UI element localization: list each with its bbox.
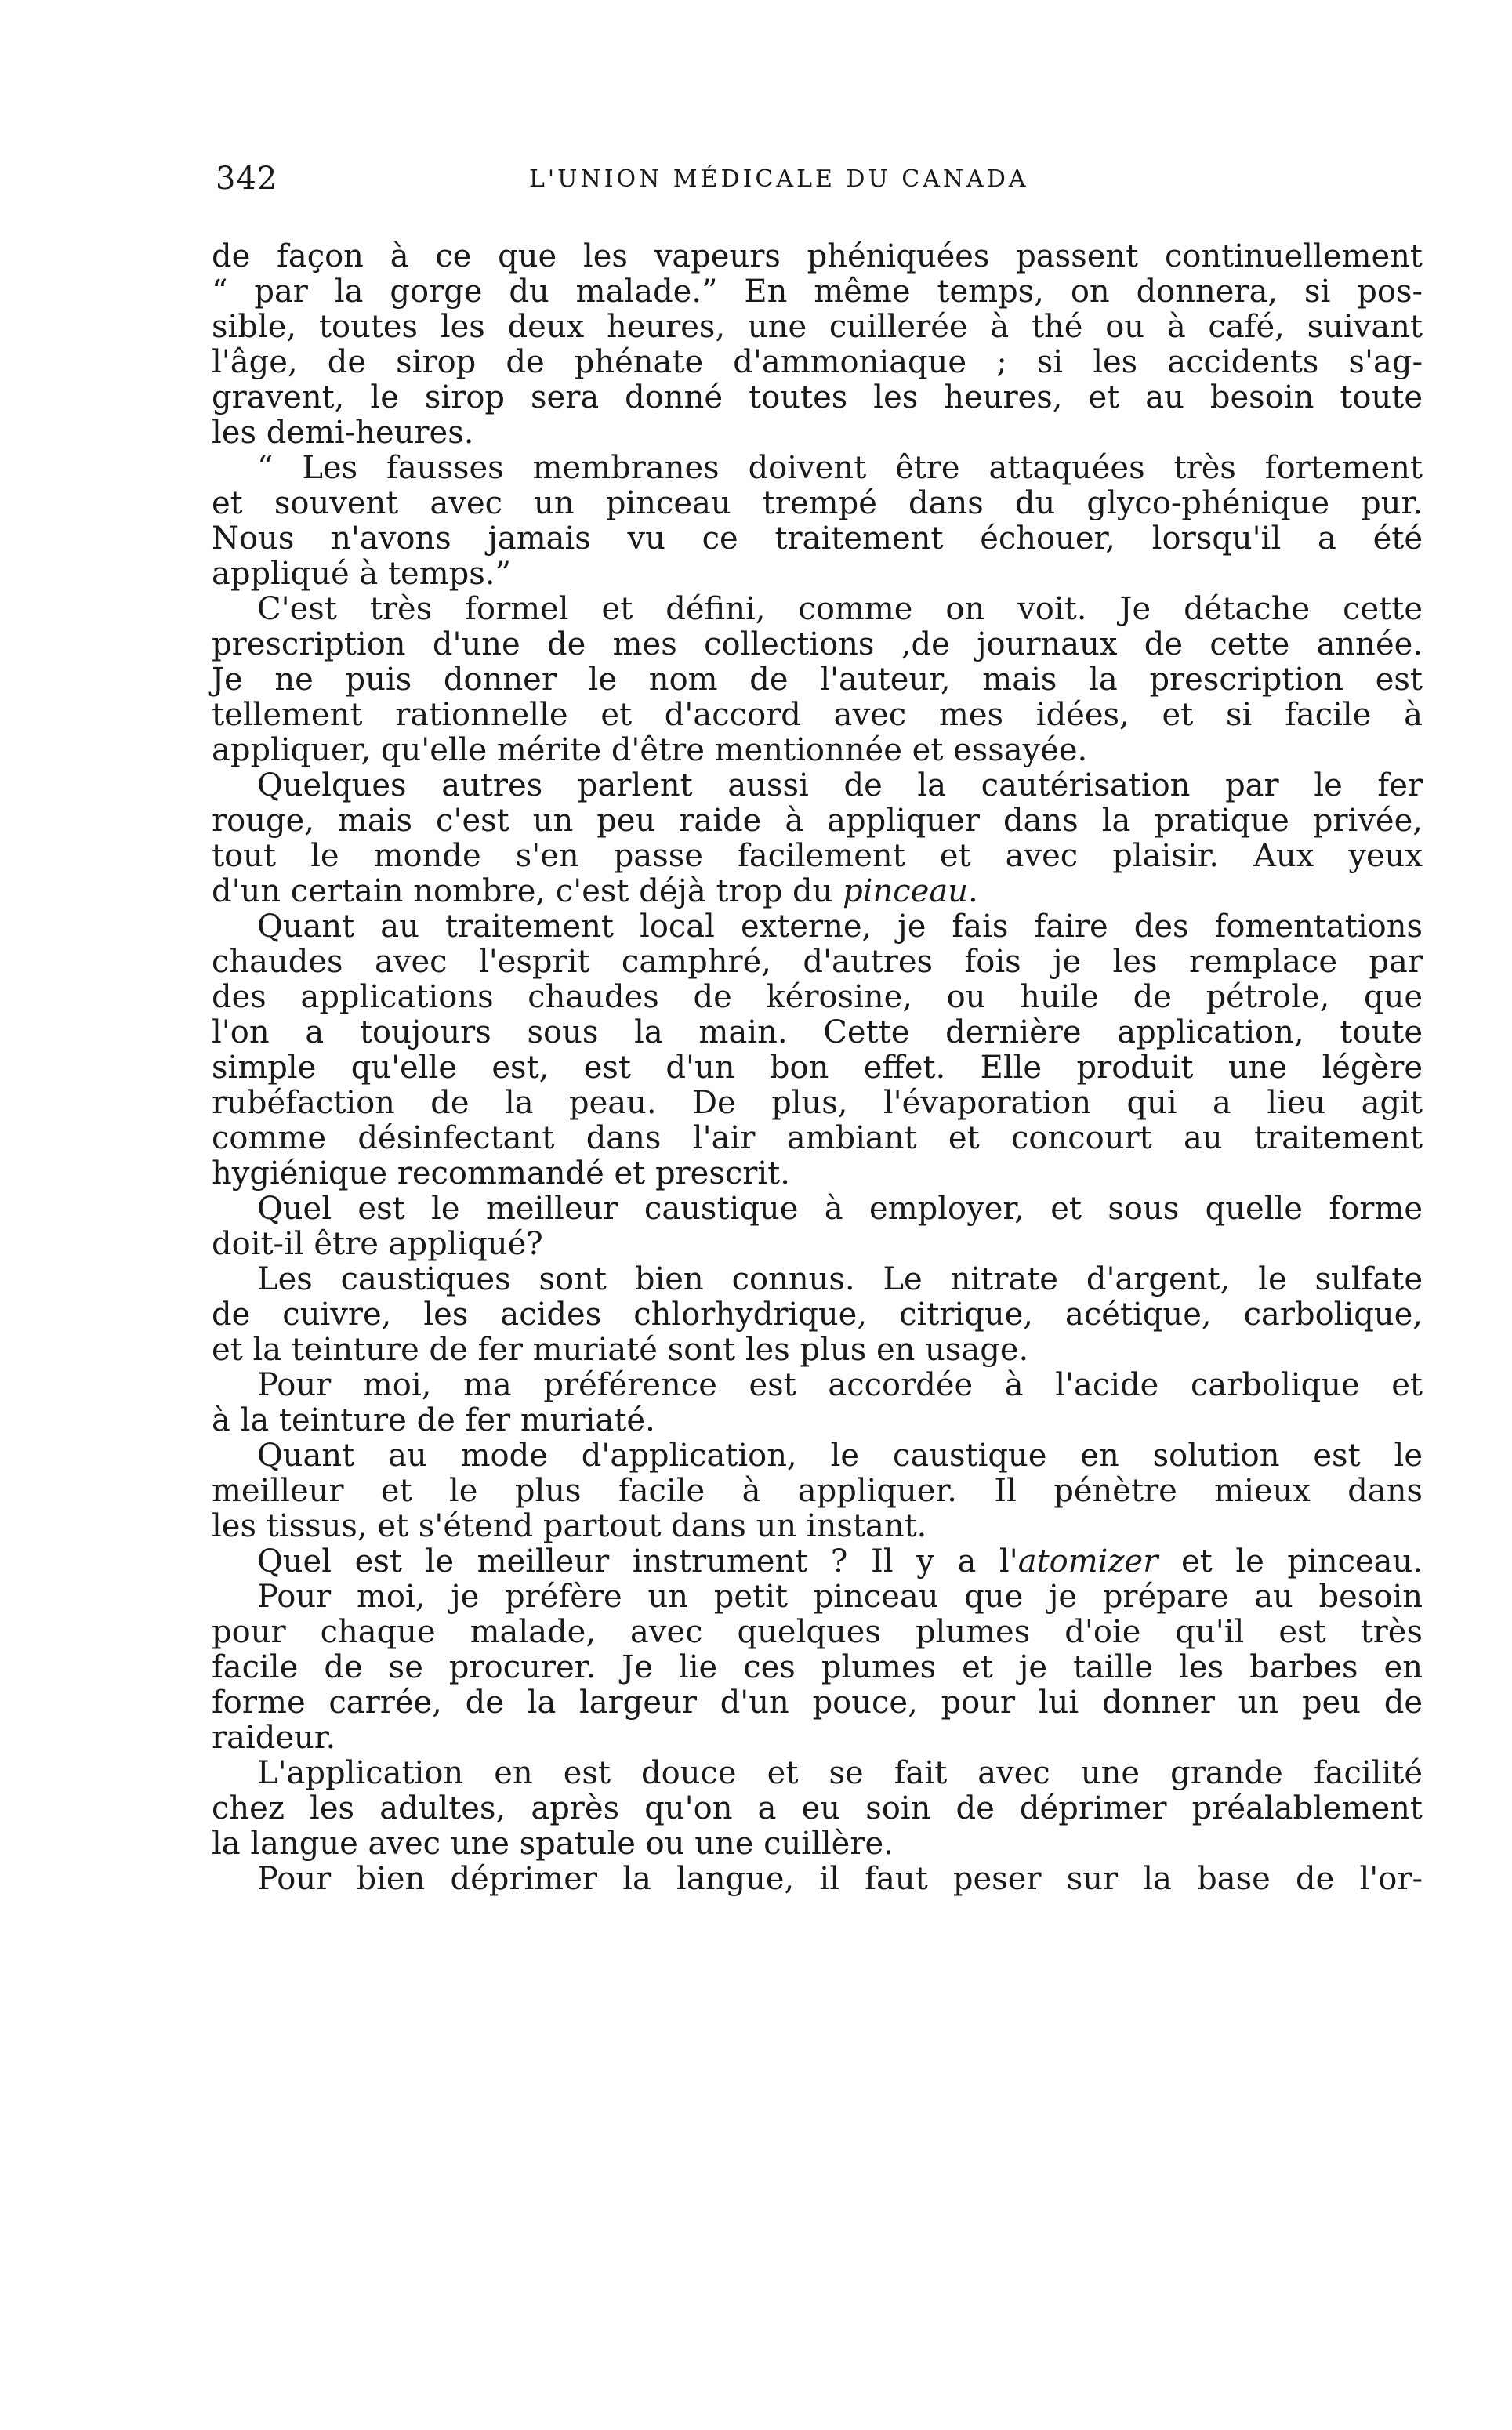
text-line: “ par la gorge du malade.” En même temps, on donnera, si pos- [212, 274, 1423, 310]
text-line: l'on a toujours sous la main. Cette dernière application, toute [212, 1014, 1423, 1050]
text-line: C'est très formel et défini, comme on voit. Je détache cette [257, 591, 1423, 627]
text-line: raideur. [212, 1720, 336, 1756]
text-line: Pour moi, je préfère un petit pinceau que je prépare au besoin [257, 1579, 1423, 1615]
italic-word: atomizer [1017, 1543, 1158, 1580]
text-line: meilleur et le plus facile à appliquer. Il pénètre mieux dans [212, 1473, 1423, 1509]
page-header [216, 161, 1423, 208]
text-line: Je ne puis donner le nom de l'auteur, mais la prescription est [212, 662, 1423, 698]
text-line: Quant au mode d'application, le caustique en solution est le [257, 1438, 1423, 1474]
text-line: doit-il être appliqué? [212, 1226, 543, 1262]
running-title: L'UNION MÉDICALE DU CANADA [529, 165, 1029, 193]
text-line: tellement rationnelle et d'accord avec mes idées, et si facile à [212, 697, 1423, 733]
text-line: de façon à ce que les vapeurs phéniquées passent continuellement [212, 238, 1423, 274]
text-line: de cuivre, les acides chlorhydrique, citrique, acétique, carbolique, [212, 1297, 1423, 1333]
text-line: l'âge, de sirop de phénate d'ammoniaque ; si les accidents s'ag- [212, 344, 1423, 380]
text-line: chez les adultes, après qu'on a eu soin de déprimer préalablement [212, 1790, 1423, 1826]
text-line: des applications chaudes de kérosine, ou huile de pétrole, que [212, 979, 1423, 1015]
text-line: Quelques autres parlent aussi de la cautérisation par le fer [257, 767, 1423, 803]
text-line: Quel est le meilleur caustique à employer, et sous quelle forme [257, 1191, 1423, 1227]
text-line: rubéfaction de la peau. De plus, l'évaporation qui a lieu agit [212, 1085, 1423, 1121]
text-line: chaudes avec l'esprit camphré, d'autres fois je les remplace par [212, 944, 1423, 980]
text-line: à la teinture de fer muriaté. [212, 1402, 655, 1438]
text-line: L'application en est douce et se fait avec une grande facilité [257, 1755, 1423, 1791]
text-line [212, 874, 1423, 909]
text-line: et souvent avec un pinceau trempé dans du glyco-phénique pur. [212, 485, 1423, 521]
italic-word: pinceau [843, 873, 968, 909]
text-line: Pour bien déprimer la langue, il faut peser sur la base de l'or- [257, 1861, 1423, 1897]
text-line: tout le monde s'en passe facilement et avec plaisir. Aux yeux [212, 838, 1423, 874]
text-line: Pour moi, ma préférence est accordée à l'acide carbolique et [257, 1367, 1423, 1403]
text-line: gravent, le sirop sera donné toutes les heures, et au besoin toute [212, 379, 1423, 415]
text-line: appliqué à temps.” [212, 556, 511, 592]
text-line: hygiénique recommandé et prescrit. [212, 1155, 790, 1191]
text-segment: d'un certain nombre, c'est déjà trop du [212, 873, 843, 909]
text-line: “ Les fausses membranes doivent être attaquées très fortement [257, 450, 1423, 486]
text-line: simple qu'elle est, est d'un bon effet. Elle produit une légère [212, 1050, 1423, 1086]
page-number: 342 [216, 161, 278, 197]
text-line: les tissus, et s'étend partout dans un instant. [212, 1508, 927, 1544]
text-line: facile de se procurer. Je lie ces plumes et je taille les barbes en [212, 1649, 1423, 1685]
text-line: forme carrée, de la largeur d'un pouce, pour lui donner un peu de [212, 1685, 1423, 1721]
text-line: les demi-heures. [212, 415, 474, 451]
text-segment: Quel est le meilleur instrument ? Il y a l' [257, 1543, 1018, 1580]
text-line: prescription d'une de mes collections ,de journaux de cette année. [212, 626, 1423, 662]
text-line: et la teinture de fer muriaté sont les plus en usage. [212, 1332, 1029, 1368]
text-line: Nous n'avons jamais vu ce traitement échouer, lorsqu'il a été [212, 520, 1423, 557]
body-text [212, 239, 1423, 1897]
text-line: Quant au traitement local externe, je fais faire des fomentations [257, 909, 1423, 945]
text-line: comme désinfectant dans l'air ambiant et concourt au traitement [212, 1120, 1423, 1156]
text-line: sible, toutes les deux heures, une cuillerée à thé ou à café, suivant [212, 309, 1423, 345]
text-line: rouge, mais c'est un peu raide à appliquer dans la pratique privée, [212, 803, 1423, 839]
text-segment: et le pinceau. [1158, 1543, 1423, 1580]
text-segment: . [967, 873, 978, 909]
text-line [212, 1544, 1423, 1580]
text-line: pour chaque malade, avec quelques plumes d'oie qu'il est très [212, 1614, 1423, 1650]
text-line: la langue avec une spatule ou une cuillère. [212, 1826, 894, 1862]
text-line: appliquer, qu'elle mérite d'être mentionnée et essayée. [212, 732, 1088, 768]
text-line: Les caustiques sont bien connus. Le nitrate d'argent, le sulfate [257, 1261, 1423, 1297]
